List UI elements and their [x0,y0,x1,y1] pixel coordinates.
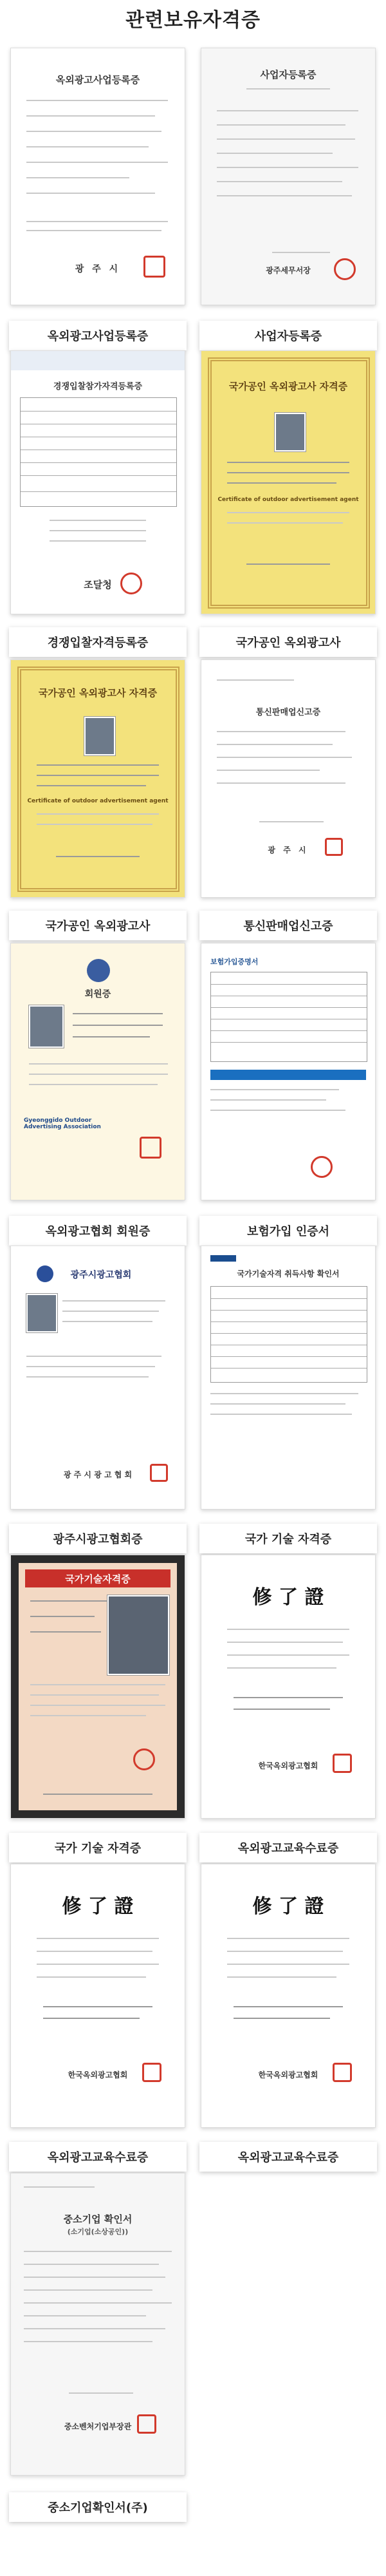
document-title: 국가기술자격증 [65,1573,131,1585]
portrait-photo [107,1595,169,1675]
document-title: 광주시광고협회 [70,1270,132,1280]
certificate-card[interactable] [9,48,187,350]
portrait-photo [29,1005,64,1048]
document-title: 修 了 證 [252,1895,324,1918]
certificate-caption: 보험가입 인증서 [199,1216,377,1245]
document-title: 修 了 證 [62,1895,134,1918]
certificate-row [9,1245,377,1555]
portrait-photo [26,1294,57,1332]
issuer-name: 조달청 [84,579,112,591]
issuer-name: 중소벤처기업부장관 [64,2422,132,2431]
document-title: 국가공인 옥외광고사 자격증 [38,687,158,699]
document-title: 중소기업 확인서 [63,2213,133,2225]
certificate-card[interactable] [199,48,377,350]
certificate-caption: 옥외광고사업등록증 [9,321,187,350]
official-seal-icon [150,1464,168,1482]
document-title: 회원증 [84,989,111,999]
official-seal-icon [142,2063,161,2082]
certificate-image [10,2173,185,2476]
certificate-caption: 중소기업확인서(주) [9,2492,187,2522]
official-seal-icon [133,1748,155,1770]
certificate-row [9,350,377,659]
certificate-card[interactable] [199,350,377,659]
certificate-image [201,1555,376,1819]
official-seal-icon [137,2414,156,2434]
certificate-row [9,943,377,1245]
document-title: 국가공인 옥외광고사 자격증 [228,381,348,392]
issuer-name: 광 주 시 광 고 협 회 [63,1470,133,1479]
portrait-photo [275,413,306,451]
issuer-name: 광 주 시 [268,846,309,855]
issuer-name: 광주세무서장 [266,266,311,275]
document-subtitle: (소기업(소상공인)) [67,2228,129,2236]
certificate-image [10,1555,185,1819]
page-title: 관련보유자격증 [125,9,261,32]
certificate-image [10,659,185,898]
certificate-image [201,659,376,898]
document-title: 사업자등록증 [260,69,317,80]
association-logo-icon [87,959,110,982]
certificate-card[interactable] [199,1245,377,1555]
certificate-caption: 사업자등록증 [199,321,377,350]
certificate-caption: 옥외광고교육수료증 [199,2142,377,2172]
issuer-name: 한국옥외광고협회 [258,1761,318,1770]
official-seal-icon [333,1754,352,1773]
certificate-caption: 광주시광고협회증 [9,1524,187,1553]
certificate-image [201,48,376,305]
certificate-caption: 경쟁입찰자격등록증 [9,627,187,657]
official-seal-icon [333,2063,352,2082]
certificate-card[interactable] [9,659,187,943]
certificate-card[interactable] [199,943,377,1245]
certificate-card[interactable] [9,1864,187,2173]
certificate-image [201,1245,376,1510]
official-seal-icon [140,1137,161,1159]
document-subtitle: Gyeonggido Outdoor Advertising Association [24,1117,101,1130]
certificate-caption: 통신판매업신고증 [199,911,377,940]
certificate-row [9,1555,377,1864]
official-seal-icon [143,256,165,278]
certificate-card[interactable] [9,1245,187,1555]
document-subtitle: Certificate of outdoor advertisement agent [27,798,169,804]
document-subtitle: Certificate of outdoor advertisement agent [217,497,359,503]
official-seal-icon [311,1156,333,1178]
official-seal-icon [120,573,142,594]
certificate-row [9,1864,377,2173]
portrait-photo [84,717,115,755]
certificate-row [9,2173,377,2533]
certificate-card[interactable] [199,1555,377,1864]
certificate-card[interactable] [9,943,187,1245]
certificate-caption: 국가 기술 자격증 [199,1524,377,1553]
certificate-caption: 국가공인 옥외광고사 [199,627,377,657]
document-title: 修 了 證 [252,1586,324,1609]
issuer-name: 한국옥외광고협회 [258,2070,318,2079]
document-title: 옥외광고사업등록증 [55,74,140,86]
certificate-card[interactable] [9,2173,187,2533]
certificate-image [201,943,376,1200]
certificate-image [10,48,185,305]
certificate-row [9,48,377,350]
certificate-image [10,350,185,614]
certificate-card[interactable] [9,1555,187,1864]
certificate-row [9,659,377,943]
certificate-caption: 옥외광고교육수료증 [199,1833,377,1862]
certificate-image [201,1864,376,2128]
certificate-image [10,1864,185,2128]
issuer-name: 광 주 시 [75,264,121,274]
certificate-image [201,350,376,614]
certificate-caption: 국가 기술 자격증 [9,1833,187,1862]
document-title: 국가기술자격 취득사항 확인서 [237,1269,340,1278]
document-title: 통신판매업신고증 [255,708,321,717]
agency-logo-icon [210,1255,236,1262]
certificate-card[interactable] [199,1864,377,2173]
certificate-image [10,943,185,1200]
certificate-card[interactable] [199,659,377,943]
official-seal-icon [325,838,343,856]
document-title: 경쟁입찰참가자격등록증 [53,382,143,392]
document-title: 보험가입증명서 [210,958,259,966]
certificate-card[interactable] [9,350,187,659]
official-seal-icon [334,258,356,280]
certificate-caption: 옥외광고협회 회원증 [9,1216,187,1245]
certificate-caption: 국가공인 옥외광고사 [9,911,187,940]
certificate-caption: 옥외광고교육수료증 [9,2142,187,2172]
certificate-image [10,1245,185,1510]
issuer-name: 한국옥외광고협회 [68,2070,128,2079]
